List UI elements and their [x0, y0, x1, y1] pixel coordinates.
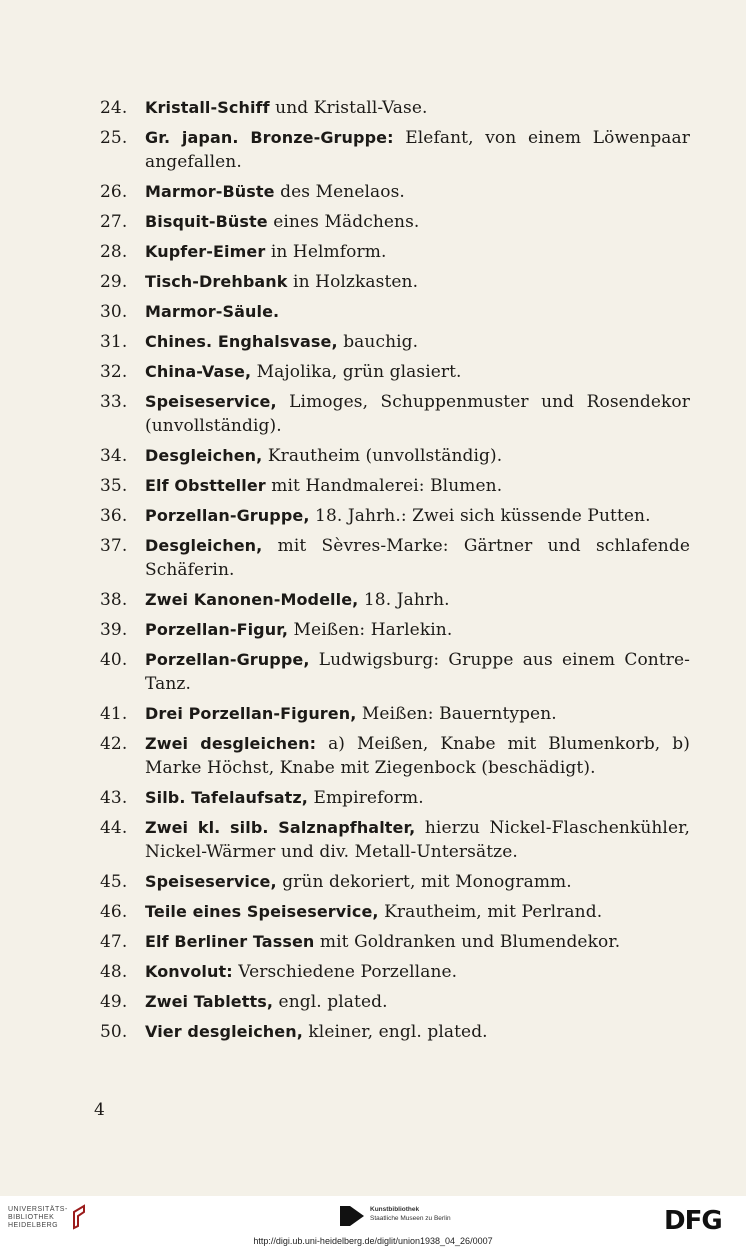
- list-item: [100, 1020, 690, 1044]
- list-item: [100, 930, 690, 954]
- list-item: [100, 444, 690, 468]
- entry-number: 47.: [100, 932, 128, 952]
- entry-title: Speiseservice,: [145, 392, 277, 411]
- kunstbibliothek-label: Kunstbibliothek Staatliche Museen zu Berlin: [370, 1206, 451, 1222]
- entry-title: Marmor-Büste: [145, 182, 275, 201]
- entry-description: hierzu Nickel-Flaschenkühler, Nickel-Wärmer und div. Metall-Untersätze.: [145, 818, 690, 862]
- entry-title: China-Vase,: [145, 362, 252, 381]
- list-item: [100, 474, 690, 498]
- entry-title: Silb. Tafelaufsatz,: [145, 788, 308, 807]
- entry-number: 39.: [100, 620, 128, 640]
- list-item: [100, 390, 690, 438]
- entry-description: Elefant, von einem Löwenpaar angefallen.: [145, 128, 691, 172]
- entry-number: 44.: [100, 818, 128, 838]
- entry-number: 26.: [100, 182, 128, 202]
- list-item: [100, 126, 690, 174]
- entry-description: mit Goldranken und Blumendekor.: [314, 932, 621, 952]
- list-item: [100, 702, 690, 726]
- entry-title: Desgleichen,: [145, 536, 263, 555]
- university-logo-icon: [70, 1204, 90, 1230]
- entry-number: 50.: [100, 1022, 128, 1042]
- entry-description: 18. Jahrh.: Zwei sich küssende Putten.: [309, 506, 651, 526]
- entry-title: Elf Berliner Tassen: [145, 932, 315, 951]
- list-item: [100, 732, 690, 780]
- entry-number: 34.: [100, 446, 128, 466]
- entry-title: Marmor-Säule.: [145, 302, 280, 321]
- entry-title: Desgleichen,: [145, 446, 263, 465]
- entry-number: 37.: [100, 536, 128, 556]
- catalog-list: [100, 96, 690, 1050]
- entry-description: 18. Jahrh.: [358, 590, 450, 610]
- list-item: [100, 990, 690, 1014]
- entry-description: Majolika, grün glasiert.: [251, 362, 462, 382]
- kunstbibliothek-logo-icon: [340, 1206, 364, 1226]
- entry-number: 33.: [100, 392, 128, 412]
- entry-number: 43.: [100, 788, 128, 808]
- list-item: [100, 180, 690, 204]
- entry-title: Porzellan-Gruppe,: [145, 506, 310, 525]
- entry-title: Kupfer-Eimer: [145, 242, 266, 261]
- list-item: [100, 588, 690, 612]
- entry-title: Zwei Tabletts,: [145, 992, 274, 1011]
- list-item: [100, 270, 690, 294]
- entry-number: 31.: [100, 332, 128, 352]
- list-item: [100, 96, 690, 120]
- list-item: [100, 534, 690, 582]
- entry-title: Bisquit-Büste: [145, 212, 268, 231]
- entry-number: 29.: [100, 272, 128, 292]
- entry-description: in Helmform.: [265, 242, 387, 262]
- list-item: [100, 300, 690, 324]
- entry-title: Zwei kl. silb. Salznapfhalter,: [145, 818, 416, 837]
- entry-number: 25.: [100, 128, 128, 148]
- entry-title: Vier desgleichen,: [145, 1022, 303, 1041]
- entry-title: Konvolut:: [145, 962, 233, 981]
- entry-description: und Kristall-Vase.: [269, 98, 428, 118]
- entry-title: Gr. japan. Bronze-Gruppe:: [145, 128, 394, 147]
- source-url-link[interactable]: http://digi.ub.uni-heidelberg.de/diglit/union1938_04_26/0007: [253, 1236, 493, 1246]
- entry-description: in Holzkasten.: [287, 272, 419, 292]
- entry-description: Empireform.: [307, 788, 424, 808]
- entry-number: 30.: [100, 302, 128, 322]
- entry-number: 40.: [100, 650, 128, 670]
- entry-number: 27.: [100, 212, 128, 232]
- dfg-logo: DFG: [664, 1206, 722, 1236]
- list-item: [100, 330, 690, 354]
- entry-number: 32.: [100, 362, 128, 382]
- entry-title: Zwei desgleichen:: [145, 734, 317, 753]
- entry-number: 28.: [100, 242, 128, 262]
- list-item: [100, 900, 690, 924]
- entry-title: Porzellan-Gruppe,: [145, 650, 310, 669]
- entry-description: a) Meißen, Knabe mit Blumenkorb, b) Marke Höchst, Knabe mit Ziegenbock (beschädigt).: [145, 734, 690, 778]
- entry-description: mit Handmalerei: Blumen.: [265, 476, 503, 496]
- list-item: [100, 870, 690, 894]
- list-item: [100, 240, 690, 264]
- entry-number: 46.: [100, 902, 128, 922]
- entry-number: 49.: [100, 992, 128, 1012]
- entry-number: 48.: [100, 962, 128, 982]
- entry-title: Speiseservice,: [145, 872, 277, 891]
- entry-number: 35.: [100, 476, 128, 496]
- entry-number: 42.: [100, 734, 128, 754]
- entry-description: des Menelaos.: [274, 182, 405, 202]
- entry-description: Limoges, Schuppenmuster und Rosendekor (unvollständig).: [145, 392, 690, 436]
- list-item: [100, 786, 690, 810]
- entry-title: Tisch-Drehbank: [145, 272, 288, 291]
- entry-number: 41.: [100, 704, 128, 724]
- entry-description: bauchig.: [337, 332, 419, 352]
- entry-number: 38.: [100, 590, 128, 610]
- entry-number: 24.: [100, 98, 128, 118]
- entry-description: Krautheim (unvollständig).: [262, 446, 503, 466]
- entry-title: Porzellan-Figur,: [145, 620, 289, 639]
- list-item: [100, 648, 690, 696]
- list-item: [100, 504, 690, 528]
- entry-number: 36.: [100, 506, 128, 526]
- entry-description: Krautheim, mit Perlrand.: [378, 902, 603, 922]
- entry-title: Teile eines Speiseservice,: [145, 902, 379, 921]
- entry-description: mit Sèvres-Marke: Gärtner und schlafende Schäferin.: [145, 536, 690, 580]
- entry-number: 45.: [100, 872, 128, 892]
- entry-title: Chines. Enghalsvase,: [145, 332, 338, 351]
- list-item: [100, 618, 690, 642]
- list-item: [100, 360, 690, 384]
- entry-title: Zwei Kanonen-Modelle,: [145, 590, 359, 609]
- list-item: [100, 816, 690, 864]
- list-item: [100, 210, 690, 234]
- footer-bar: [0, 1196, 746, 1249]
- entry-description: engl. plated.: [273, 992, 388, 1012]
- page-number: 4: [94, 1100, 105, 1120]
- entry-description: Ludwigsburg: Gruppe aus einem Contre-Tanz.: [145, 650, 690, 694]
- entry-description: Meißen: Bauerntypen.: [356, 704, 557, 724]
- entry-description: eines Mädchens.: [267, 212, 420, 232]
- entry-title: Drei Porzellan-Figuren,: [145, 704, 357, 723]
- entry-description: kleiner, engl. plated.: [302, 1022, 488, 1042]
- entry-title: Kristall-Schiff: [145, 98, 270, 117]
- entry-description: Meißen: Harlekin.: [288, 620, 453, 640]
- university-library-label: UNIVERSITÄTS- BIBLIOTHEK HEIDELBERG: [8, 1206, 68, 1229]
- entry-description: Verschiedene Porzellane.: [232, 962, 458, 982]
- entry-description: grün dekoriert, mit Monogramm.: [276, 872, 572, 892]
- list-item: [100, 960, 690, 984]
- entry-title: Elf Obstteller: [145, 476, 266, 495]
